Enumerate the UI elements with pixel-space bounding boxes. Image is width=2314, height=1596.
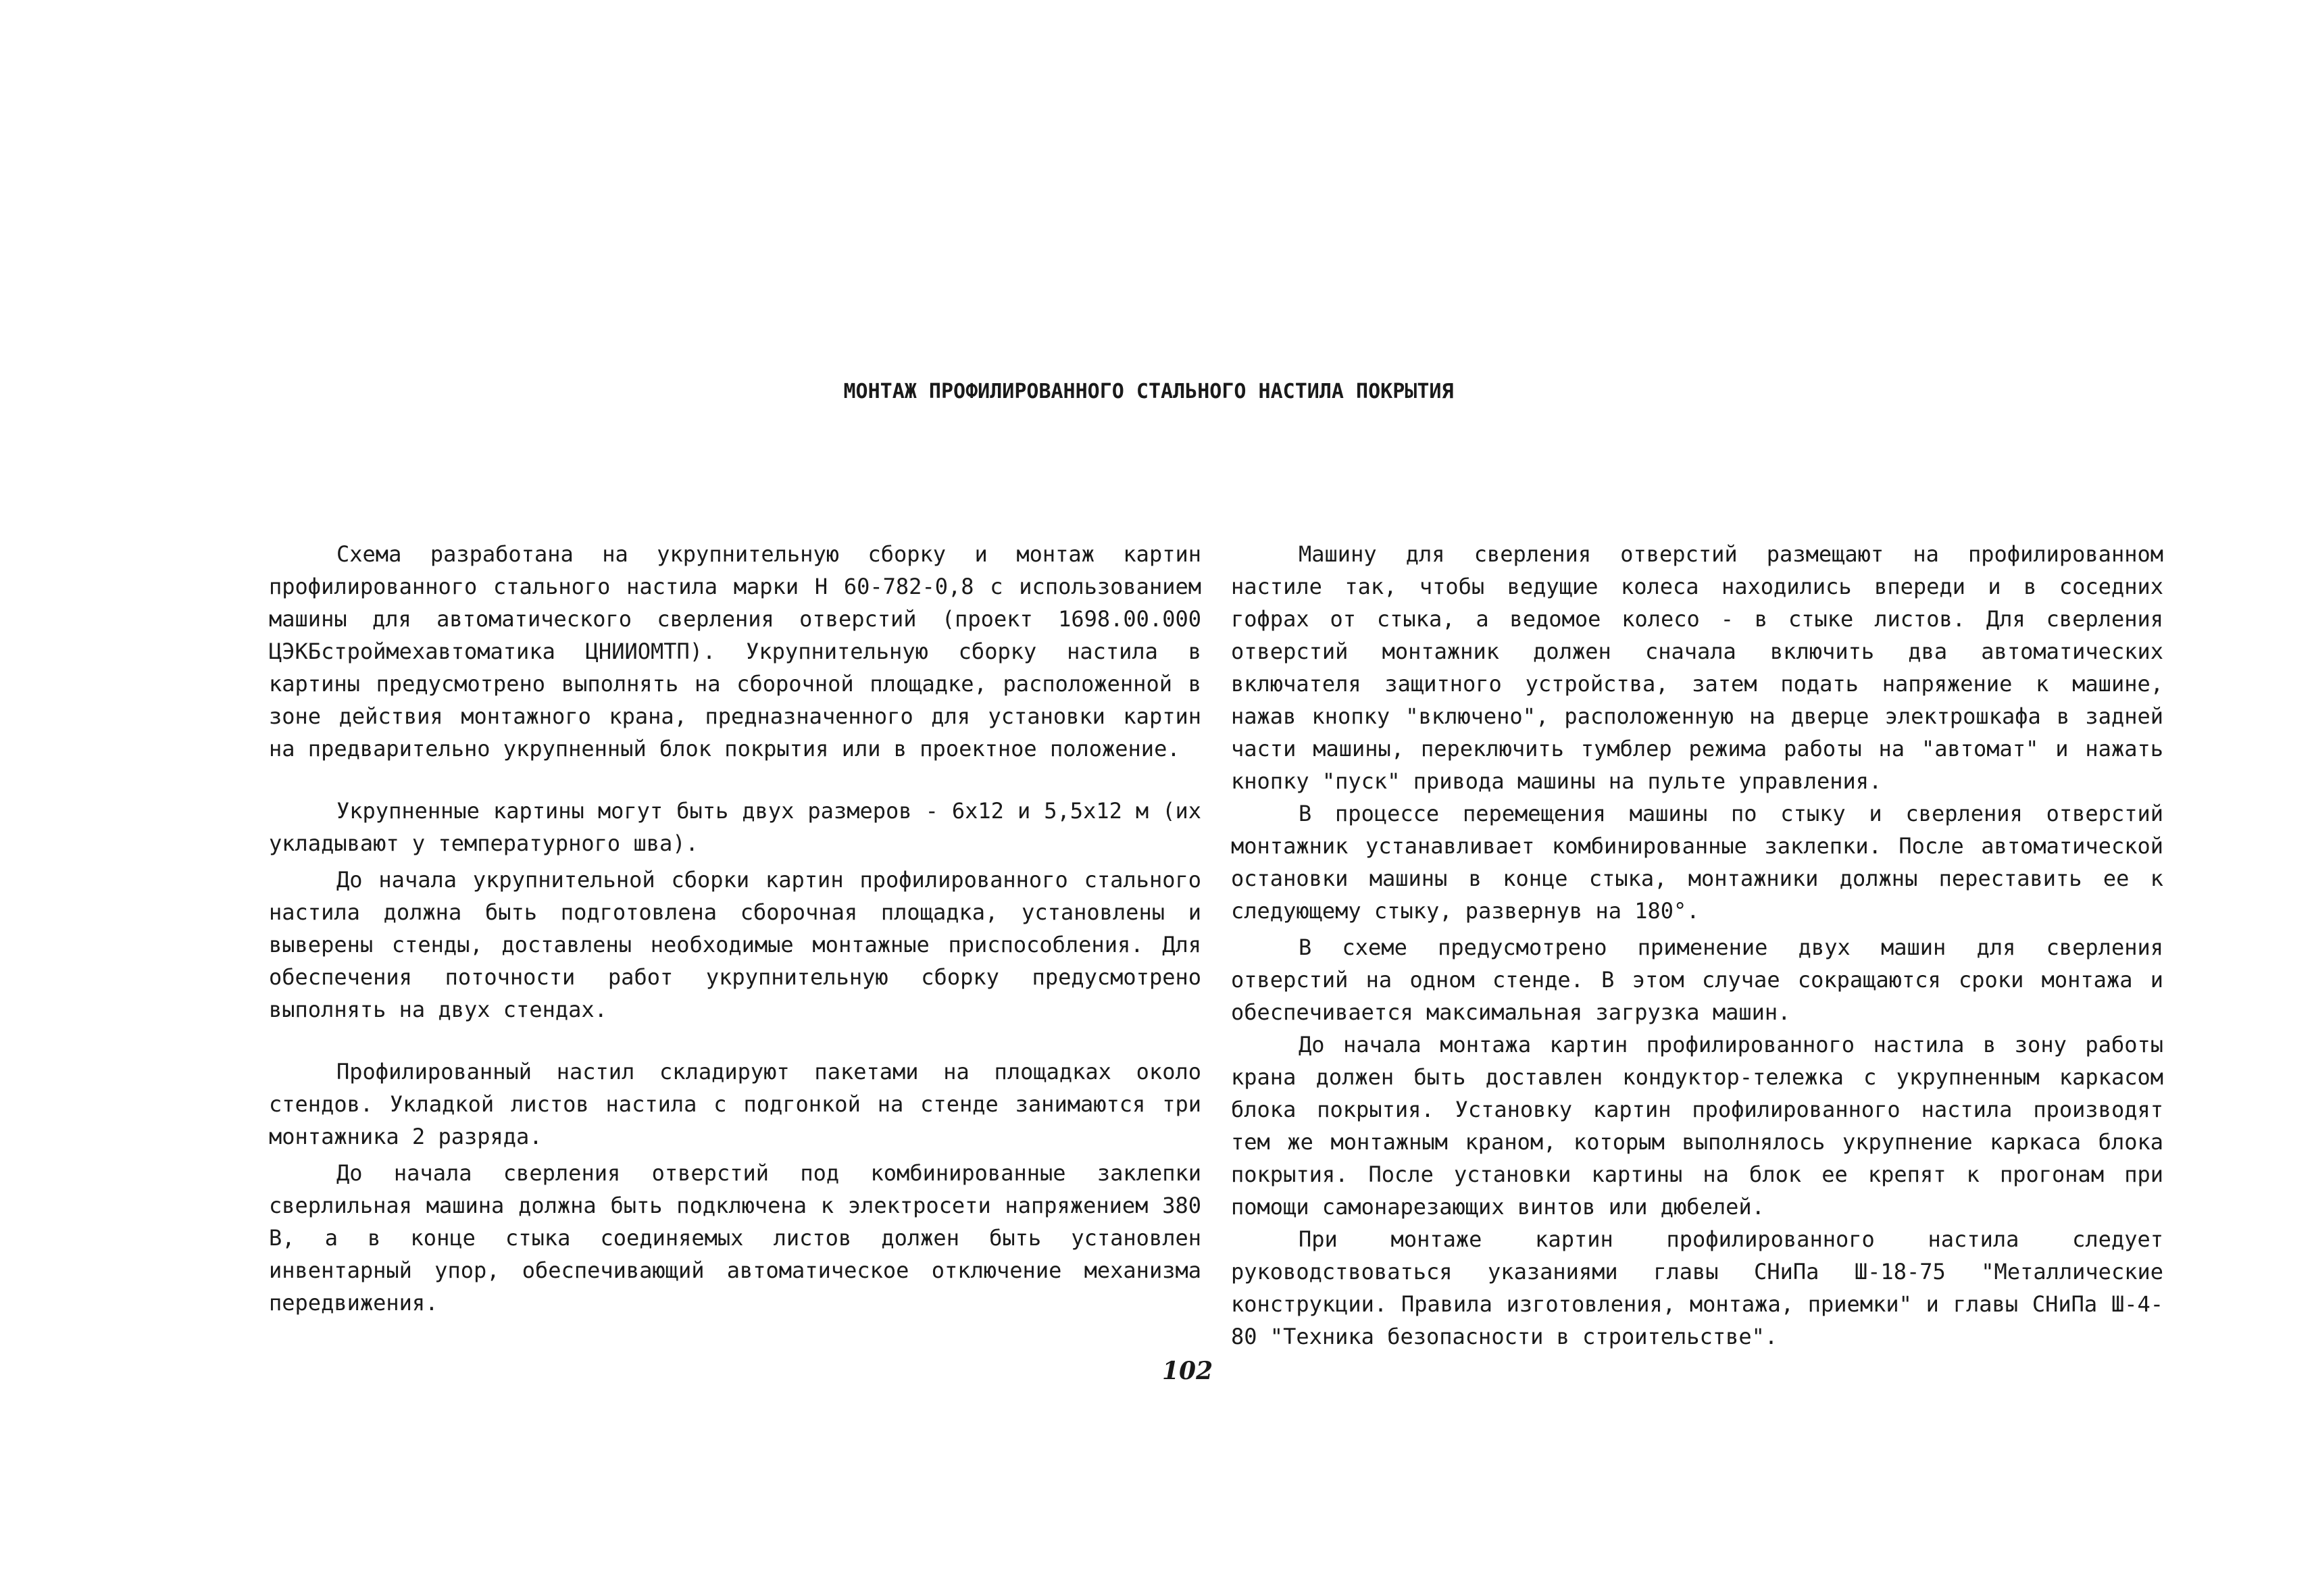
paragraph-drilling-preparation: До начала сверления отверстий под комбинированные заклепки сверлильная машина должна быть подключена к электросети напряжением 380 В, а в конце стыка соединяемых листов должен быть установлен инвентарный упор, обеспечивающий автоматическое отключение механизма передвижения.	[269, 1160, 1201, 1316]
paragraph-installation: До начала монтажа картин профилированного настила в зону работы крана должен быть доставлен кондуктор-тележка с укрупненным каркасом блока покрытия. Установку картин профилированного настила производят тем же монтажным краном, которым выполнялось укрупнение каркаса блока покрытия. После установки картины на блок ее крепят к прогонам при помощи самонарезающих винтов или дюбелей.	[1231, 1032, 2163, 1220]
paragraph-regulations: При монтаже картин профилированного настила следует руководствоваться указаниями главы СНиПа Ш-18-75 "Металлические конструкции. Правила изготовления, монтажа, приемки" и главы СНиПа Ш-4-80 "Техника безопасности в строительстве".	[1231, 1226, 2163, 1349]
paragraph-two-machines: В схеме предусмотрено применение двух машин для сверления отверстий на одном стенде. В этом случае сокращаются сроки монтажа и обеспечивается максимальная загрузка машин.	[1231, 934, 2163, 1025]
page-title: МОНТАЖ ПРОФИЛИРОВАННОГО СТАЛЬНОГО НАСТИЛА ПОКРЫТИЯ	[843, 380, 1454, 403]
paragraph-rivet-installation: В процессе перемещения машины по стыку и сверления отверстий монтажник устанавливает комбинированные заклепки. После автоматической остановки машины в конце стыка, монтажники должны переставить ее к следующему стыку, развернув на 180°.	[1231, 801, 2163, 924]
paragraph-scheme-description: Схема разработана на укрупнительную сборку и монтаж картин профилированного стального настила марки Н 60-782-0,8 с использованием машины для автоматического сверления отверстий (проект 1698.00.000 ЦЭКБстроймехавтоматика ЦНИИОМТП). Укрупнительную сборку настила в картины предусмотрено выполнять на сборочной площадке, расположенной в зоне действия монтажного крана, предназначенного для установки картин на предварительно укрупненный блок покрытия или в проектное положение.	[269, 541, 1201, 762]
paragraph-assembly-preparation: До начала укрупнительной сборки картин профилированного стального настила должна быть подготовлена сборочная площадка, установлены и выверены стенды, доставлены необходимые монтажные приспособления. Для обеспечения поточности работ укрупнительную сборку предусмотрено выполнять на двух стендах.	[269, 867, 1201, 1022]
paragraph-storage: Профилированный настил складируют пакетами на площадках около стендов. Укладкой листов настила с подгонкой на стенде занимаются три монтажника 2 разряда.	[269, 1059, 1201, 1149]
paragraph-machine-placement: Машину для сверления отверстий размещают на профилированном настиле так, чтобы ведущие колеса находились впереди и в соседних гофрах от стыка, а ведомое колесо - в стыке листов. Для сверления отверстий монтажник должен сначала включить два автоматических включателя защитного устройства, затем подать напряжение к машине, нажав кнопку "включено", расположенную на дверце электрошкафа в задней части машины, переключить тумблер режима работы на "автомат" и нажать кнопку "пуск" привода машины на пульте управления.	[1231, 541, 2163, 794]
right-column	[1231, 538, 2163, 1353]
left-column	[269, 538, 1201, 1319]
paragraph-panel-sizes: Укрупненные картины могут быть двух размеров - 6х12 и 5,5х12 м (их укладывают у температурного шва).	[269, 798, 1201, 856]
page-number: 102	[1162, 1357, 1213, 1385]
